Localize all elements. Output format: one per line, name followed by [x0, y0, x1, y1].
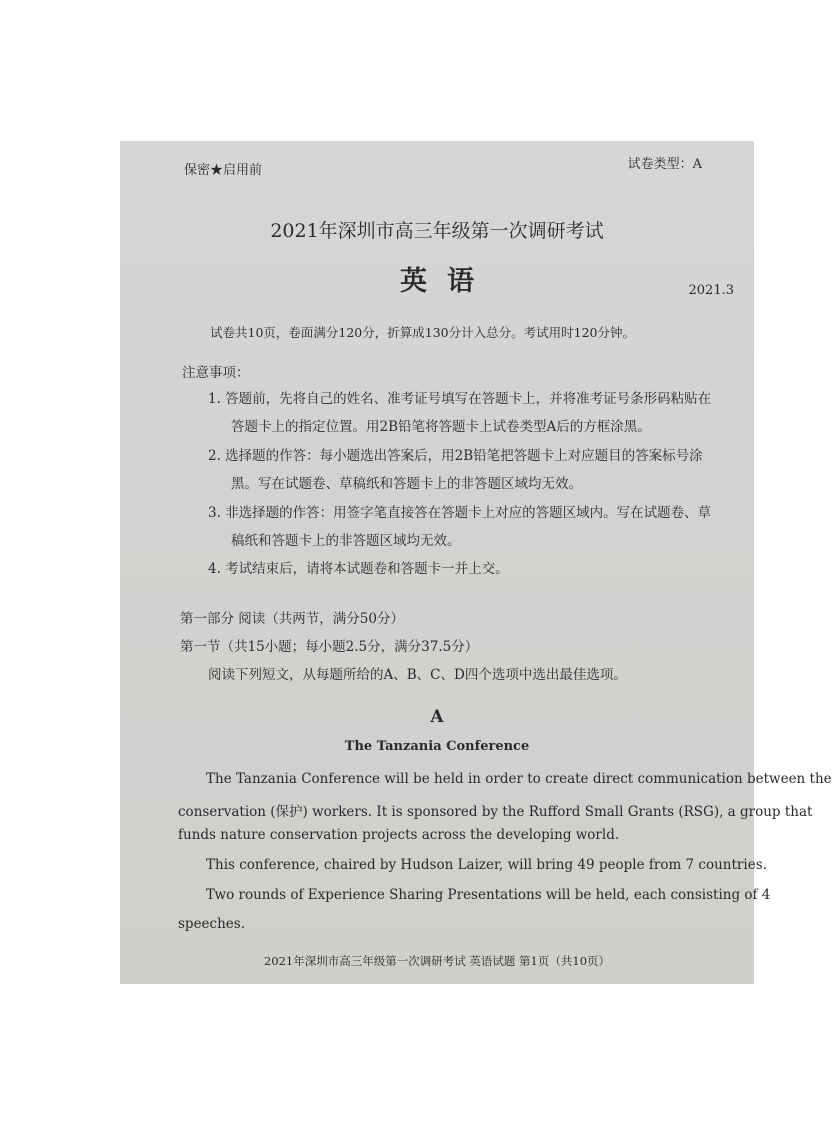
- notice-heading: 注意事项：: [182, 365, 250, 381]
- notice-item-4: 4. 考试结束后，请将本试题卷和答题卡一并上交。: [208, 561, 509, 577]
- notice-item-3-cont: 稿纸和答题卡上的非答题区域均无效。: [231, 533, 461, 549]
- passage-p1-line1: The Tanzania Conference will be held in order to create direct communication between the: [206, 771, 832, 787]
- passage-p2: This conference, chaired by Hudson Laizer, will bring 49 people from 7 countries.: [206, 857, 767, 873]
- passage-p3-line2: speeches.: [178, 916, 246, 932]
- exam-date: 2021.3: [688, 283, 734, 298]
- passage-p1-line3: funds nature conservation projects across the developing world.: [178, 827, 620, 843]
- notice-item-3: 3. 非选择题的作答：用签字笔直接答在答题卡上对应的答题区域内。写在试题卷、草: [208, 505, 712, 521]
- exam-intro: 试卷共10页，卷面满分120分，折算成130分计入总分。考试用时120分钟。: [210, 325, 635, 340]
- passage-title: The Tanzania Conference: [344, 739, 530, 754]
- notice-item-1-cont: 答题卡上的指定位置。用2B铅笔将答题卡上试卷类型A后的方框涂黑。: [231, 419, 651, 435]
- notice-item-2-cont: 黑。写在试题卷、草稿纸和答题卡上的非答题区域均无效。: [231, 476, 582, 492]
- passage-p1-line2: conservation (保护) workers. It is sponsored by the Rufford Small Grants (RSG), a group that: [178, 804, 813, 820]
- part1-heading: 第一部分 阅读（共两节，满分50分）: [180, 611, 404, 627]
- paper-type-label: 试卷类型：A: [627, 157, 702, 172]
- reading-instruction: 阅读下列短文，从每题所给的A、B、C、D四个选项中选出最佳选项。: [208, 667, 627, 683]
- passage-letter: A: [430, 707, 444, 727]
- passage-p3-line1: Two rounds of Experience Sharing Presentations will be held, each consisting of 4: [206, 887, 771, 903]
- section1-heading: 第一节（共15小题；每小题2.5分，满分37.5分）: [180, 639, 479, 655]
- exam-subject: 英语: [400, 266, 494, 297]
- notice-item-1: 1. 答题前，先将自己的姓名、准考证号填写在答题卡上，并将准考证号条形码粘贴在: [208, 391, 712, 407]
- confidential-label: 保密★启用前: [184, 163, 263, 178]
- notice-item-2: 2. 选择题的作答：每小题选出答案后，用2B铅笔把答题卡上对应题目的答案标号涂: [208, 448, 703, 464]
- exam-paper-photo: [120, 141, 832, 984]
- exam-title: 2021年深圳市高三年级第一次调研考试: [270, 220, 604, 242]
- page-footer: 2021年深圳市高三年级第一次调研考试 英语试题 第1页（共10页）: [263, 954, 611, 968]
